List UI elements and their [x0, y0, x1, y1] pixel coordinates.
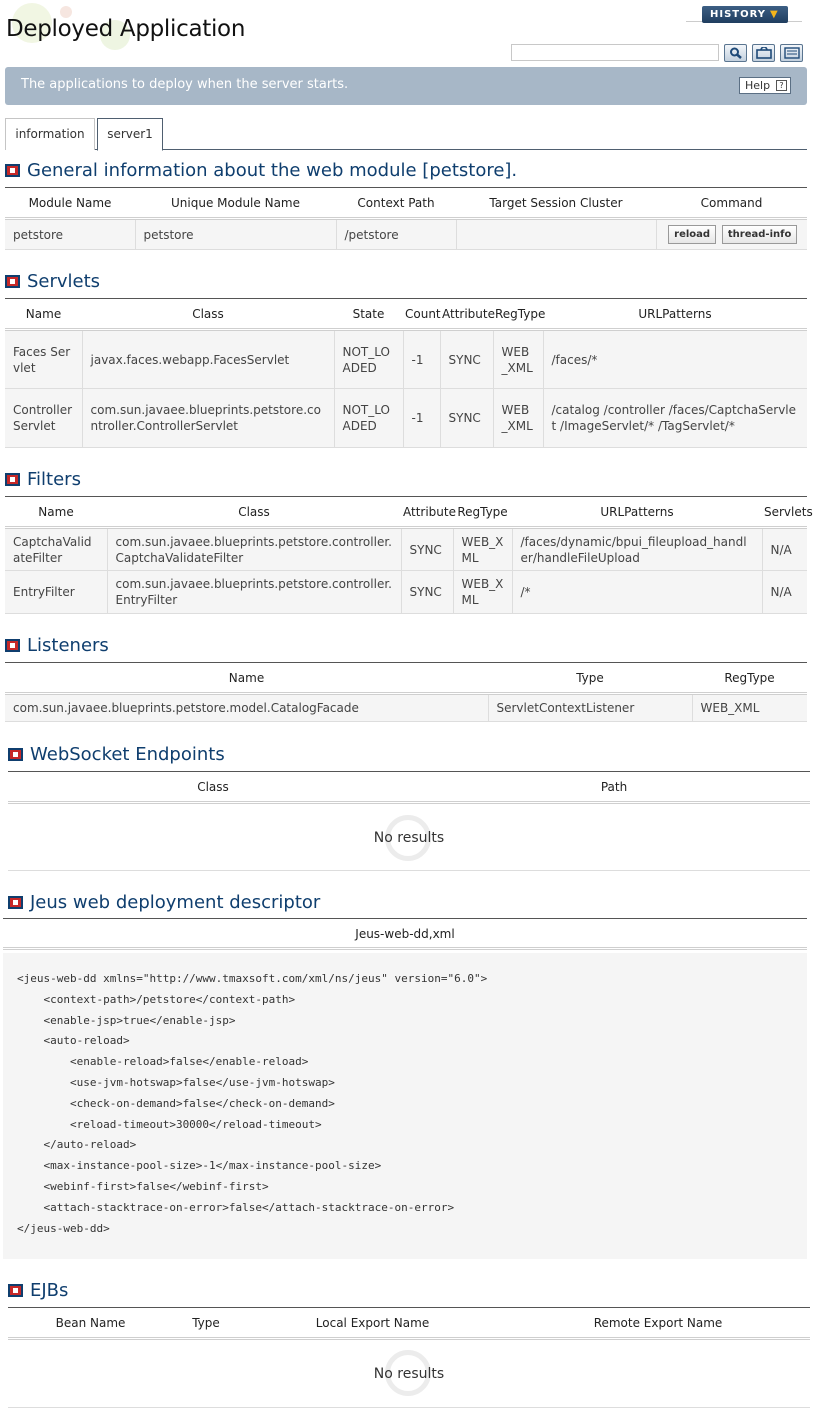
general-info-section	[5, 160, 807, 242]
filter-attribute-cell: SYNC	[401, 528, 453, 571]
command-cell	[656, 219, 807, 250]
filter-servlets-cell: N/A	[762, 571, 807, 614]
general-info-table	[5, 187, 807, 250]
xml-export-button[interactable]	[780, 44, 803, 62]
section-bullet-icon	[5, 473, 20, 486]
thread-info-button[interactable]: thread-info	[722, 225, 797, 244]
column-header: RegType	[692, 663, 807, 694]
search-button[interactable]	[724, 44, 747, 62]
filter-name-cell: CaptchaValidateFilter	[5, 528, 107, 571]
search-input[interactable]	[511, 44, 719, 61]
column-header: Local Export Name	[239, 1308, 506, 1339]
chevron-down-icon: ▼	[770, 9, 779, 20]
table-row	[5, 694, 807, 722]
no-results-text: No results	[373, 1366, 445, 1382]
column-header: Path	[418, 772, 810, 803]
servlet-regtype-cell: WEB_XML	[493, 389, 543, 448]
servlet-count-cell: -1	[403, 330, 440, 389]
servlet-name-cell: Controller Servlet	[5, 389, 82, 448]
history-button[interactable]	[702, 6, 788, 23]
column-header: State	[334, 299, 403, 330]
column-header: Class	[8, 772, 418, 803]
ejbs-table	[8, 1307, 810, 1340]
column-header: RegType	[493, 299, 543, 330]
column-header: Remote Export Name	[506, 1308, 810, 1339]
column-header: Class	[107, 497, 401, 528]
module-name-cell: petstore	[5, 219, 135, 250]
table-row	[5, 219, 807, 250]
column-header: Command	[656, 188, 807, 219]
servlets-section	[5, 271, 807, 433]
servlet-class-cell: com.sun.javaee.blueprints.petstore.controller.ControllerServlet	[82, 389, 334, 448]
section-bullet-icon	[8, 1284, 23, 1297]
column-header: Servlets	[762, 497, 807, 528]
tab-server1[interactable]	[97, 118, 163, 151]
column-header: Module Name	[5, 188, 135, 219]
filter-attribute-cell: SYNC	[401, 571, 453, 614]
filter-urlpatterns-cell: /faces/dynamic/bpui_fileupload_handler/handleFileUpload	[512, 528, 762, 571]
servlet-state-cell: NOT_LOADED	[334, 389, 403, 448]
column-header: Unique Module Name	[135, 188, 336, 219]
refresh-button[interactable]	[752, 44, 775, 62]
servlet-urlpatterns-cell: /faces/*	[543, 330, 807, 389]
section-bullet-icon	[5, 639, 20, 652]
table-row	[5, 528, 807, 571]
ejbs-section	[8, 1280, 810, 1382]
column-header: Target Session Cluster	[456, 188, 656, 219]
tab-label: server1	[107, 127, 153, 141]
websocket-section	[8, 744, 810, 846]
section-bullet-icon	[5, 275, 20, 288]
refresh-icon	[756, 47, 772, 59]
section-bullet-icon	[5, 164, 20, 177]
section-title: EJBs	[8, 1280, 810, 1302]
section-title: WebSocket Endpoints	[8, 744, 810, 766]
section-title: General information about the web module [petstore].	[5, 160, 807, 182]
section-divider	[8, 870, 810, 871]
page-title: Deployed Application	[6, 16, 246, 42]
websocket-table	[8, 771, 810, 804]
filter-urlpatterns-cell: /*	[512, 571, 762, 614]
help-label: Help	[745, 79, 771, 92]
column-header: Name	[5, 299, 82, 330]
filter-name-cell: EntryFilter	[5, 571, 107, 614]
listeners-table	[5, 662, 807, 722]
filters-table	[5, 496, 813, 614]
column-header: Context Path	[336, 188, 456, 219]
section-title: Servlets	[5, 271, 807, 293]
filter-servlets-cell: N/A	[762, 528, 807, 571]
banner-text: The applications to deploy when the server starts.	[21, 77, 349, 92]
section-title: Filters	[5, 469, 807, 491]
filter-class-cell: com.sun.javaee.blueprints.petstore.controller.CaptchaValidateFilter	[107, 528, 401, 571]
description-banner	[5, 67, 807, 105]
filter-class-cell: com.sun.javaee.blueprints.petstore.controller.EntryFilter	[107, 571, 401, 614]
unique-module-name-cell: petstore	[135, 219, 336, 250]
filters-section	[5, 469, 813, 607]
column-header: Name	[5, 497, 107, 528]
listener-type-cell: ServletContextListener	[488, 694, 692, 722]
section-title: Jeus web deployment descriptor	[5, 892, 807, 914]
column-header: Type	[488, 663, 692, 694]
column-header: Attribute	[401, 497, 453, 528]
target-session-cluster-cell	[456, 219, 656, 250]
listeners-section	[5, 635, 807, 715]
section-divider	[8, 1407, 810, 1408]
filter-regtype-cell: WEB_XML	[453, 528, 512, 571]
servlet-regtype-cell: WEB_XML	[493, 330, 543, 389]
question-icon: ?	[776, 80, 787, 91]
filter-regtype-cell: WEB_XML	[453, 571, 512, 614]
column-header: Class	[82, 299, 334, 330]
column-header: URLPatterns	[543, 299, 807, 330]
listener-regtype-cell: WEB_XML	[692, 694, 807, 722]
listener-name-cell: com.sun.javaee.blueprints.petstore.model.CatalogFacade	[5, 694, 488, 722]
servlet-class-cell: javax.faces.webapp.FacesServlet	[82, 330, 334, 389]
no-results-text: No results	[373, 830, 445, 846]
column-header: Attribute	[440, 299, 493, 330]
column-header: Name	[5, 663, 488, 694]
column-header: RegType	[453, 497, 512, 528]
servlet-attribute-cell: SYNC	[440, 389, 493, 448]
section-bullet-icon	[8, 748, 23, 761]
descriptor-xml-content: <jeus-web-dd xmlns="http://www.tmaxsoft.com/xml/ns/jeus" version="6.0"> <context-path>/petstore</context-path> <enable-jsp>true</enable-jsp> <auto-reload> <enable-reload>false</enable-reload> <use-jvm-hotswap>false</use-jvm-hotswap> <check-on-demand>false</check-on-demand> <reload-timeout>30000</reload-timeout> </auto-reload> <max-instance-pool-size>-1</max-instance-pool-size> <webinf-first>false</webinf-first> <attach-stacktrace-on-error>false</attach-stacktrace-on-error> </jeus-web-dd>	[3, 953, 807, 1259]
servlet-attribute-cell: SYNC	[440, 330, 493, 389]
table-row	[5, 389, 807, 448]
tab-bar	[5, 118, 807, 150]
servlet-state-cell: NOT_LOADED	[334, 330, 403, 389]
servlets-table	[5, 298, 807, 448]
servlet-count-cell: -1	[403, 389, 440, 448]
reload-button[interactable]: reload	[668, 225, 716, 244]
tab-information[interactable]	[5, 118, 95, 150]
column-header: Type	[173, 1308, 239, 1339]
search-icon	[729, 47, 743, 59]
servlet-name-cell: Faces Servlet	[5, 330, 82, 389]
tab-label: information	[15, 127, 85, 141]
descriptor-file-header: Jeus-web-dd,xml	[3, 918, 807, 950]
context-path-cell: /petstore	[336, 219, 456, 250]
servlet-urlpatterns-cell: /catalog /controller /faces/CaptchaServlet /ImageServlet/* /TagServlet/*	[543, 389, 807, 448]
section-title: Listeners	[5, 635, 807, 657]
table-row	[5, 330, 807, 389]
history-label: HISTORY	[710, 9, 767, 20]
column-header: Count	[403, 299, 440, 330]
jeus-dd-section	[5, 892, 807, 914]
table-row	[5, 571, 807, 614]
section-bullet-icon	[8, 896, 23, 909]
column-header: URLPatterns	[512, 497, 762, 528]
column-header: Bean Name	[8, 1308, 173, 1339]
xml-icon	[784, 47, 800, 59]
help-button[interactable]	[739, 77, 791, 94]
